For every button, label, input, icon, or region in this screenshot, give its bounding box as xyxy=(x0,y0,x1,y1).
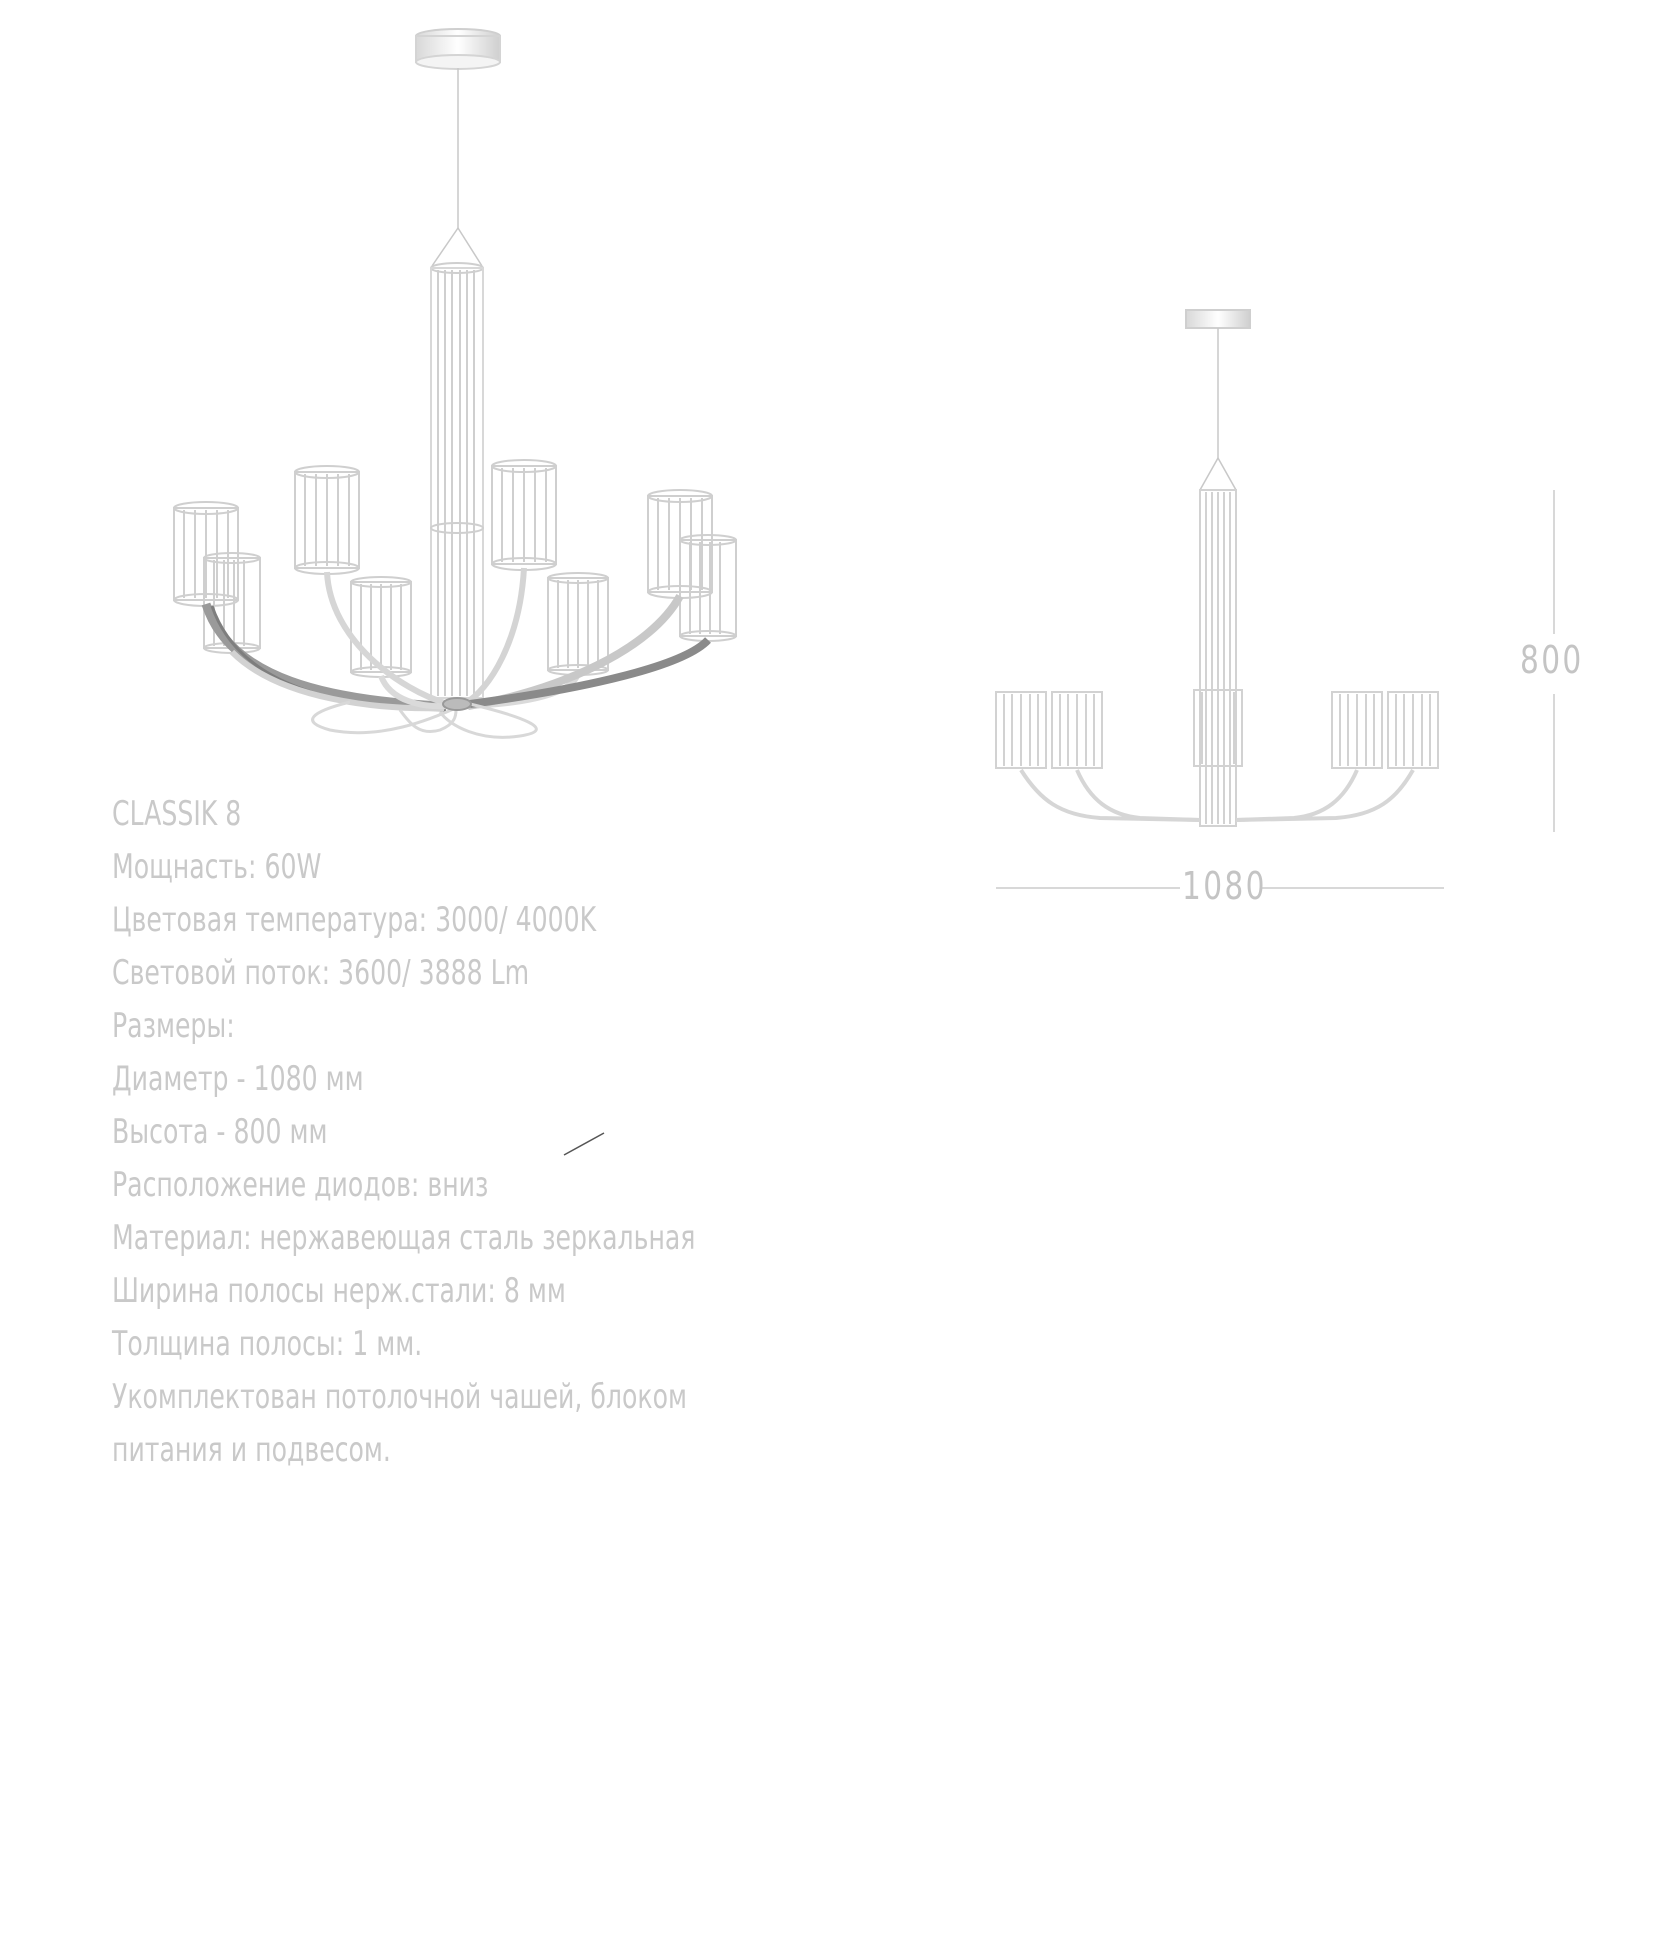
spec-diode-position: Расположение диодов: вниз xyxy=(112,1165,489,1205)
spec-height: Высота - 800 мм xyxy=(112,1112,328,1152)
light-shade xyxy=(680,535,736,641)
light-shade xyxy=(295,466,359,574)
chandelier-arms xyxy=(206,568,708,737)
spec-package-line-1: Укомплектован потолочной чашей, блоком xyxy=(112,1377,687,1417)
spec-material: Материал: нержавеющая сталь зеркальная xyxy=(112,1218,696,1258)
spec-package-line-2: питания и подвесом. xyxy=(112,1430,391,1470)
spec-color-temperature: Цветовая температура: 3000/ 4000K xyxy=(112,900,597,940)
light-shade-front xyxy=(1052,692,1102,768)
canopy-front xyxy=(1186,310,1250,328)
spec-power: Мощнасть: 60W xyxy=(112,847,322,887)
spec-strip-thickness: Толщина полосы: 1 мм. xyxy=(112,1324,423,1364)
light-shade xyxy=(492,460,556,570)
product-name: CLASSIK 8 xyxy=(112,794,242,834)
spec-strip-width: Ширина полосы нерж.стали: 8 мм xyxy=(112,1271,566,1311)
spec-diameter: Диаметр - 1080 мм xyxy=(112,1059,364,1099)
spec-dimensions-heading: Размеры: xyxy=(112,1006,235,1046)
width-dimension-label: 1080 xyxy=(1182,864,1267,908)
light-shade xyxy=(351,577,411,677)
light-shade-front xyxy=(996,692,1046,768)
dimension-lines xyxy=(996,490,1554,888)
front-view xyxy=(996,310,1438,826)
spec-block xyxy=(112,788,812,1477)
perspective-view xyxy=(174,29,736,737)
central-column-front xyxy=(1194,490,1242,826)
light-shade-front xyxy=(1388,692,1438,768)
height-dimension-label: 800 xyxy=(1520,638,1584,682)
central-column xyxy=(431,263,483,698)
canopy-perspective xyxy=(416,29,500,69)
light-shade-front xyxy=(1332,692,1382,768)
spec-luminous-flux: Световой поток: 3600/ 3888 Lm xyxy=(112,953,530,993)
light-shade xyxy=(548,573,608,675)
